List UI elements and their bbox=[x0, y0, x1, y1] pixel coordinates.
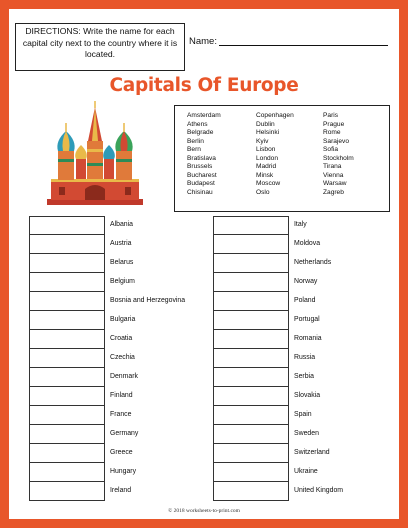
word-bank-item: Warsaw bbox=[323, 180, 347, 188]
country-label: Serbia bbox=[294, 373, 314, 380]
word-bank-item: Rome bbox=[323, 129, 341, 137]
country-row bbox=[213, 444, 373, 463]
country-label: Belarus bbox=[110, 259, 134, 266]
country-row bbox=[29, 349, 189, 368]
word-bank-item: Dublin bbox=[256, 120, 275, 128]
country-row bbox=[213, 425, 373, 444]
country-label: Albania bbox=[110, 221, 133, 228]
answer-box[interactable] bbox=[213, 368, 289, 387]
country-row bbox=[213, 330, 373, 349]
answer-box[interactable] bbox=[213, 387, 289, 406]
country-row bbox=[29, 216, 189, 235]
answer-box[interactable] bbox=[213, 463, 289, 482]
country-label: Poland bbox=[294, 297, 316, 304]
answer-box[interactable] bbox=[213, 311, 289, 330]
answer-box[interactable] bbox=[29, 349, 105, 368]
word-bank-item: Bratislava bbox=[187, 154, 216, 162]
country-row bbox=[213, 387, 373, 406]
country-label: France bbox=[110, 411, 132, 418]
country-row bbox=[29, 444, 189, 463]
answer-box[interactable] bbox=[29, 292, 105, 311]
country-label: Russia bbox=[294, 354, 316, 361]
country-row bbox=[213, 216, 373, 235]
country-list-right bbox=[213, 216, 373, 501]
castle-icon bbox=[41, 101, 149, 207]
country-label: Bosnia and Herzegovina bbox=[110, 297, 186, 304]
word-bank-item: Oslo bbox=[256, 188, 270, 196]
answer-box[interactable] bbox=[29, 482, 105, 501]
word-bank-item: Vienna bbox=[323, 171, 344, 179]
country-row bbox=[29, 368, 189, 387]
country-label: Sweden bbox=[294, 430, 319, 437]
answer-box[interactable] bbox=[29, 444, 105, 463]
word-bank-item: Sarajevo bbox=[323, 137, 350, 145]
word-bank-item: Chisinau bbox=[187, 188, 213, 196]
word-bank-item: Berlin bbox=[187, 137, 204, 145]
word-bank-item: Minsk bbox=[256, 171, 274, 179]
country-row bbox=[213, 273, 373, 292]
country-row bbox=[29, 254, 189, 273]
country-row bbox=[29, 482, 189, 501]
country-label: Ireland bbox=[110, 487, 132, 494]
word-bank-item: Madrid bbox=[256, 163, 277, 171]
word-bank-item: Stockholm bbox=[323, 154, 354, 162]
country-label: Switzerland bbox=[294, 449, 330, 456]
worksheet-page bbox=[9, 9, 399, 519]
country-label: Norway bbox=[294, 278, 318, 285]
country-row bbox=[29, 406, 189, 425]
answer-box[interactable] bbox=[29, 425, 105, 444]
answer-box[interactable] bbox=[213, 292, 289, 311]
copyright-footer: © 2018 worksheets-to-print.com bbox=[168, 508, 240, 514]
word-bank-item: Zagreb bbox=[323, 188, 344, 196]
word-bank-item: London bbox=[256, 154, 279, 162]
word-bank-item: Copenhagen bbox=[256, 112, 294, 119]
answer-box[interactable] bbox=[29, 387, 105, 406]
word-bank-item: Athens bbox=[187, 120, 208, 128]
country-row bbox=[213, 463, 373, 482]
answer-box[interactable] bbox=[29, 216, 105, 235]
answer-box[interactable] bbox=[213, 406, 289, 425]
answer-box[interactable] bbox=[29, 254, 105, 273]
country-row bbox=[213, 349, 373, 368]
country-row bbox=[29, 235, 189, 254]
answer-box[interactable] bbox=[213, 330, 289, 349]
answer-box[interactable] bbox=[29, 311, 105, 330]
country-label: Germany bbox=[110, 430, 139, 437]
word-bank-item: Belgrade bbox=[187, 129, 214, 137]
country-row bbox=[29, 387, 189, 406]
country-row bbox=[213, 292, 373, 311]
answer-box[interactable] bbox=[213, 254, 289, 273]
name-field[interactable] bbox=[189, 36, 394, 50]
country-label: Finland bbox=[110, 392, 133, 399]
country-label: Czechia bbox=[110, 354, 135, 361]
name-line[interactable] bbox=[219, 45, 388, 46]
country-label: Moldova bbox=[294, 240, 321, 247]
answer-box[interactable] bbox=[213, 444, 289, 463]
country-row bbox=[213, 482, 373, 501]
country-label: Croatia bbox=[110, 335, 133, 342]
country-row bbox=[213, 254, 373, 273]
country-label: Spain bbox=[294, 411, 312, 418]
answer-box[interactable] bbox=[213, 216, 289, 235]
word-bank-item: Paris bbox=[323, 112, 339, 119]
answer-box[interactable] bbox=[213, 482, 289, 501]
country-list-left bbox=[29, 216, 189, 501]
country-label: Netherlands bbox=[294, 259, 332, 266]
country-label: Denmark bbox=[110, 373, 138, 380]
country-label: Belgium bbox=[110, 278, 135, 285]
word-bank bbox=[174, 105, 390, 212]
word-bank-item: Tirana bbox=[323, 163, 342, 171]
word-bank-item: Bern bbox=[187, 146, 201, 154]
country-row bbox=[213, 235, 373, 254]
country-row bbox=[29, 425, 189, 444]
country-label: Slovakia bbox=[294, 392, 321, 399]
word-bank-item: Kyiv bbox=[256, 137, 269, 145]
answer-box[interactable] bbox=[213, 349, 289, 368]
answer-box[interactable] bbox=[213, 425, 289, 444]
country-label: Austria bbox=[110, 240, 132, 247]
answer-box[interactable] bbox=[29, 330, 105, 349]
answer-box[interactable] bbox=[29, 463, 105, 482]
country-row bbox=[213, 406, 373, 425]
word-bank-item: Prague bbox=[323, 120, 345, 128]
country-row bbox=[29, 330, 189, 349]
word-bank-column bbox=[323, 112, 354, 197]
answer-box[interactable] bbox=[29, 368, 105, 387]
country-label: United Kingdom bbox=[294, 487, 344, 494]
country-label: Italy bbox=[294, 221, 307, 228]
country-label: Romania bbox=[294, 335, 322, 342]
country-row bbox=[29, 311, 189, 330]
word-bank-column bbox=[256, 112, 294, 197]
word-bank-column bbox=[187, 112, 221, 197]
country-label: Bulgaria bbox=[110, 316, 136, 323]
answer-box[interactable] bbox=[29, 273, 105, 292]
word-bank-item: Helsinki bbox=[256, 129, 280, 137]
word-bank-item: Bucharest bbox=[187, 171, 217, 179]
word-bank-item: Budapest bbox=[187, 180, 215, 188]
country-row bbox=[213, 311, 373, 330]
country-row bbox=[29, 273, 189, 292]
word-bank-item: Amsterdam bbox=[187, 112, 221, 119]
country-label: Hungary bbox=[110, 468, 137, 475]
country-label: Ukraine bbox=[294, 468, 318, 475]
name-label: Name: bbox=[189, 36, 217, 47]
answer-box[interactable] bbox=[29, 406, 105, 425]
country-row bbox=[29, 463, 189, 482]
answer-box[interactable] bbox=[29, 235, 105, 254]
country-label: Portugal bbox=[294, 316, 320, 323]
answer-box[interactable] bbox=[213, 235, 289, 254]
country-label: Greece bbox=[110, 449, 133, 456]
word-bank-item: Lisbon bbox=[256, 146, 276, 154]
country-row bbox=[29, 292, 189, 311]
word-bank-item: Sofia bbox=[323, 146, 339, 154]
word-bank-item: Brussels bbox=[187, 163, 213, 171]
word-bank-item: Moscow bbox=[256, 180, 281, 188]
answer-box[interactable] bbox=[213, 273, 289, 292]
country-row bbox=[213, 368, 373, 387]
directions-box: DIRECTIONS: Write the name for each capital city next to the country where it is located. bbox=[15, 23, 185, 71]
page-title: Capitals Of Europe bbox=[109, 75, 299, 96]
